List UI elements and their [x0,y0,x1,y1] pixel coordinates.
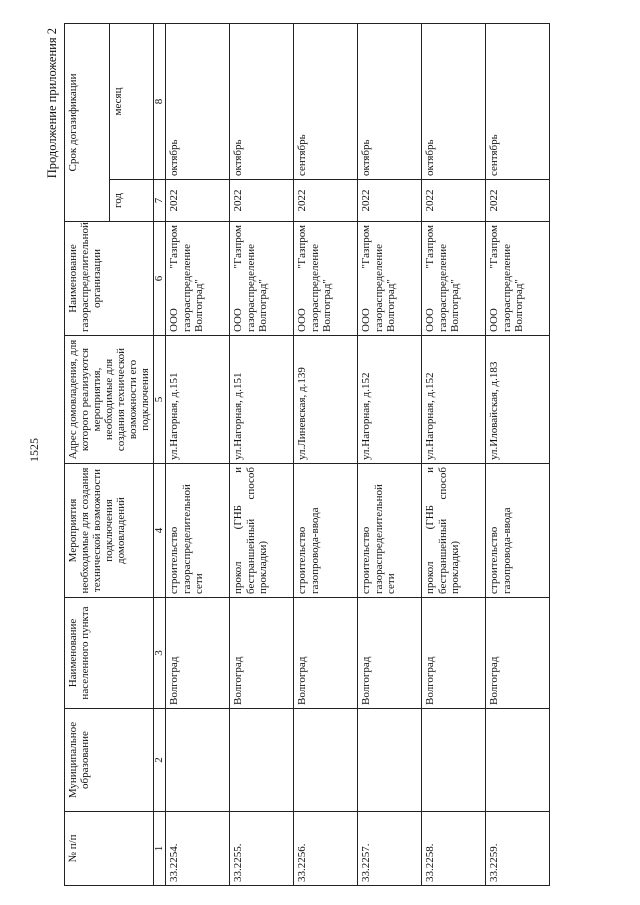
row-municipality [422,709,486,812]
column-number: 2 [154,709,166,812]
column-number: 5 [154,336,166,464]
row-org: ООО "Газпром газораспределение Волгоград" [358,222,422,336]
row-settlement: Волгоград [358,598,422,709]
header-month: месяц [109,23,154,179]
header-address: Адрес домовладения, для которого реализуются мероприятия, необходимые для создания технической возможности его подключения [65,336,154,464]
row-month: октябрь [358,23,422,179]
table-row [294,23,358,885]
row-municipality [166,709,230,812]
column-numbers-row [154,23,166,885]
table-row [422,23,486,885]
page-number: 1525 [27,438,41,462]
appendix-subtitle: Продолжение приложения 2 [45,28,59,179]
row-year: 2022 [486,180,550,222]
column-number: 6 [154,222,166,336]
header-year: год [109,180,154,222]
row-number: 33.2255. [230,812,294,886]
row-address: ул.Иловайская, д.183 [486,336,550,464]
row-month: октябрь [166,23,230,179]
header-row [65,23,110,885]
row-number: 33.2256. [294,812,358,886]
row-org: ООО "Газпром газораспределение Волгоград" [294,222,358,336]
row-measure: прокол (ГНБ и бестраншейный способ прокладки) [230,464,294,598]
row-address: ул.Нагорная, д.152 [422,336,486,464]
row-municipality [294,709,358,812]
table-row [486,23,550,885]
row-month: октябрь [422,23,486,179]
row-address: ул.Линевская, д.139 [294,336,358,464]
row-number: 33.2259. [486,812,550,886]
row-address: ул.Нагорная, д.151 [230,336,294,464]
table-row [166,23,230,885]
row-org: ООО "Газпром газораспределение Волгоград" [166,222,230,336]
row-settlement: Волгоград [294,598,358,709]
rotated-page [44,22,604,886]
table-row [358,23,422,885]
row-year: 2022 [294,180,358,222]
row-year: 2022 [230,180,294,222]
row-month: сентябрь [486,23,550,179]
column-number: 1 [154,812,166,886]
row-number: 33.2257. [358,812,422,886]
row-measure: прокол (ГНБ и бестраншейный способ прокладки) [422,464,486,598]
row-month: сентябрь [294,23,358,179]
column-number: 7 [154,180,166,222]
row-number: 33.2258. [422,812,486,886]
row-number: 33.2254. [166,812,230,886]
row-address: ул.Нагорная, д.151 [166,336,230,464]
row-month: октябрь [230,23,294,179]
column-number: 8 [154,23,166,179]
row-municipality [230,709,294,812]
row-org: ООО "Газпром газораспределение Волгоград" [486,222,550,336]
row-measure: строительство газораспределительной сети [166,464,230,598]
row-measure: строительство газопровода-ввода [294,464,358,598]
header-municipality: Муниципальное образование [65,709,154,812]
row-address: ул.Нагорная, д.152 [358,336,422,464]
header-org: Наименование газораспределительной организации [65,222,154,336]
table-row [230,23,294,885]
header-num: № п/п [65,812,154,886]
header-measures: Мероприятия необходимые для создания технической возможности подключения домовладений [65,464,154,598]
row-org: ООО "Газпром газораспределение Волгоград" [230,222,294,336]
row-year: 2022 [358,180,422,222]
row-year: 2022 [166,180,230,222]
row-year: 2022 [422,180,486,222]
header-deadline: Срок догазификации [65,23,110,221]
column-number: 3 [154,598,166,709]
row-settlement: Волгоград [230,598,294,709]
row-settlement: Волгоград [422,598,486,709]
row-measure: строительство газораспределительной сети [358,464,422,598]
header-settlement: Наименование населенного пункта [65,598,154,709]
row-settlement: Волгоград [166,598,230,709]
row-municipality [358,709,422,812]
row-municipality [486,709,550,812]
gasification-table [64,23,550,886]
row-settlement: Волгоград [486,598,550,709]
column-number: 4 [154,464,166,598]
row-measure: строительство газопровода-ввода [486,464,550,598]
row-org: ООО "Газпром газораспределение Волгоград" [422,222,486,336]
